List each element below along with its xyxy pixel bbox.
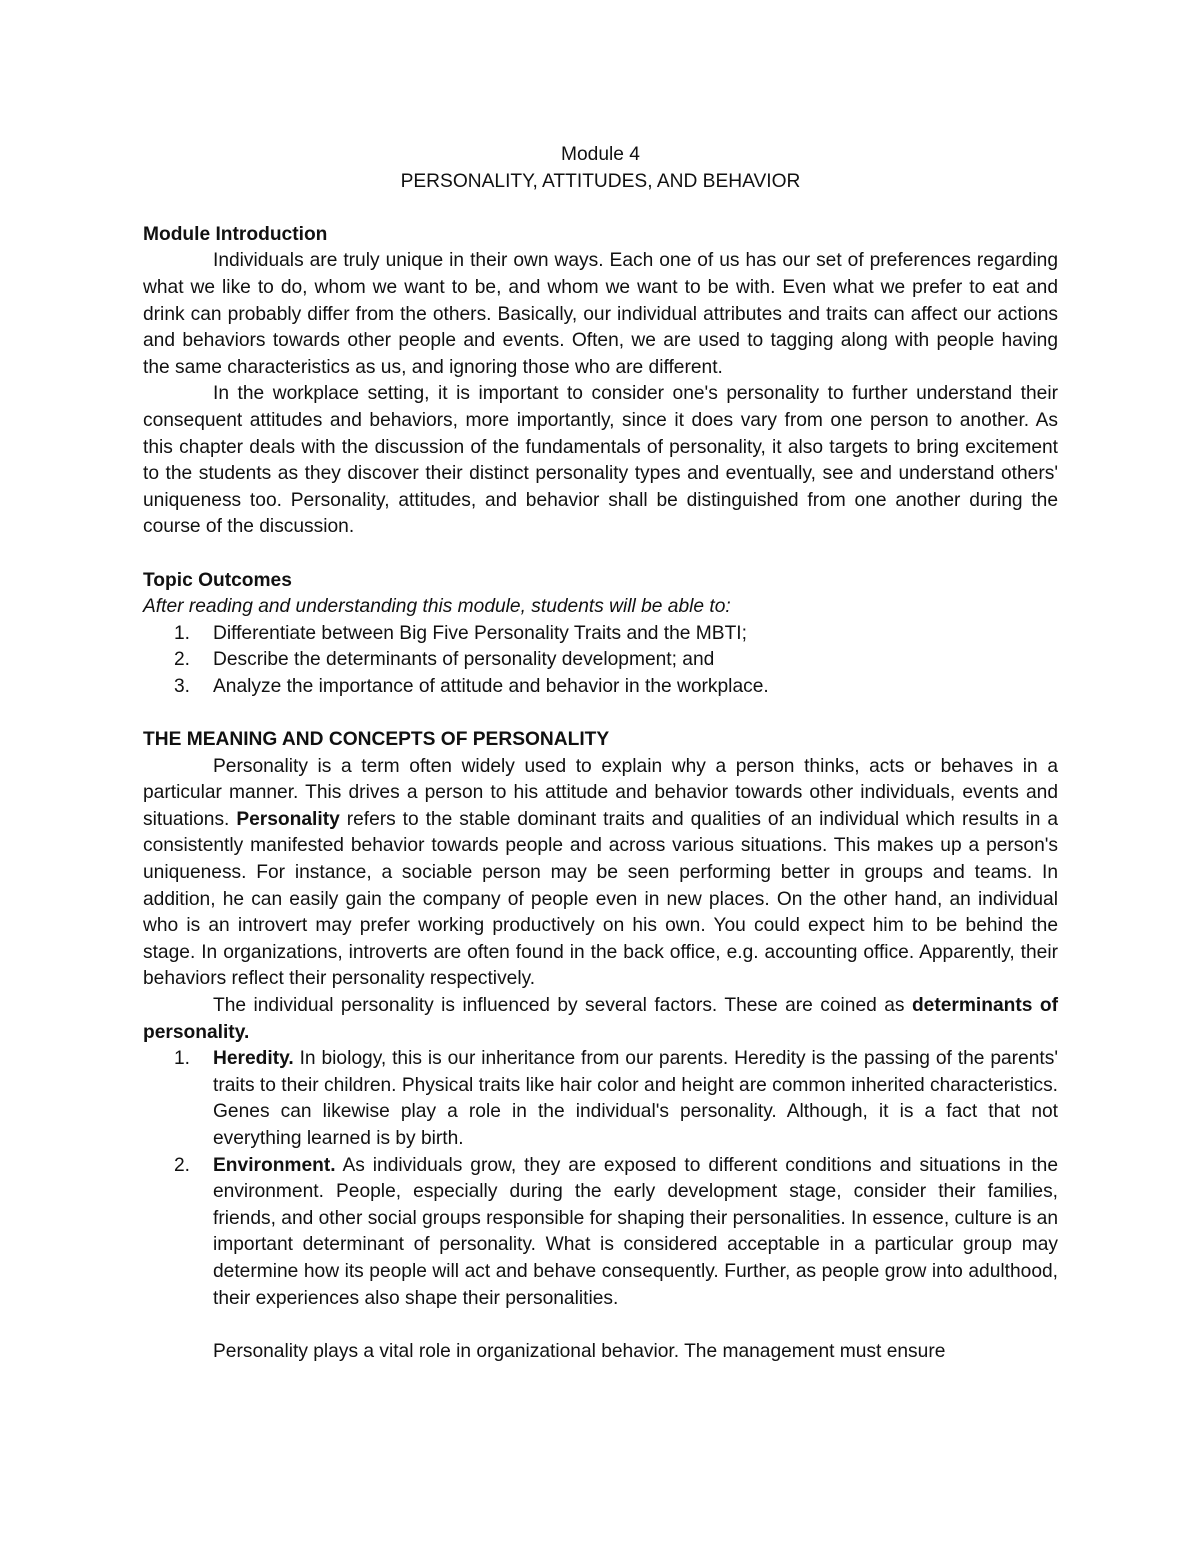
intro-paragraph-1: Individuals are truly unique in their own ways. Each one of us has our set of preferences regarding what we like to do, whom we want to be, and whom we want to be with. Even what we prefer to eat and drink can probably differ from the others. Basically, our individual attributes and traits can affect our actions and behaviors towards other people and events. Often, we are used to tagging along with people having the same characteristics as us, and ignoring those who are different.: [143, 250, 1058, 378]
list-text: Differentiate between Big Five Personality Traits and the MBTI;: [213, 622, 747, 644]
term-personality: Personality: [236, 808, 340, 830]
meaning-paragraph-1: [143, 754, 1058, 993]
spacer: [143, 541, 1058, 568]
list-number: 1.: [174, 622, 191, 644]
list-item: [143, 674, 1058, 701]
term-environment: Environment.: [213, 1154, 336, 1176]
list-number: 2.: [174, 649, 191, 671]
intro-heading: Module Introduction: [143, 223, 328, 245]
term-determinants: determinants of personality.: [143, 995, 1058, 1043]
spacer: [143, 1312, 1058, 1339]
determinants-list: [143, 1046, 1058, 1312]
term-heredity: Heredity.: [213, 1048, 294, 1070]
list-item: [143, 1046, 1058, 1152]
list-text: Analyze the importance of attitude and behavior in the workplace.: [213, 675, 769, 697]
list-text: In biology, this is our inheritance from our parents. Heredity is the passing of the parents' traits to their children. Physical traits like hair color and height are common inherited characteristics. Genes can likewise play a role in the individual's personality. Although, it is a fact that not everything learned is by birth.: [213, 1048, 1058, 1149]
paragraph-text: refers to the stable dominant traits and qualities of an individual which results in a consistently manifested behavior towards people and across various situations. This makes up a person's uniqueness. For instance, a sociable person may be seen performing better in groups and teams. In addition, he can easily gain the company of people even in new places. On the other hand, an individual who is an introvert may prefer working productively on his own. You could expect him to be behind the stage. In organizations, introverts are often found in the back office, e.g. accounting office. Apparently, their behaviors reflect their personality respectively.: [143, 808, 1058, 990]
closing-paragraph: Personality plays a vital role in organizational behavior. The management must ensure: [213, 1340, 946, 1362]
list-number: 1.: [174, 1048, 191, 1070]
module-title: PERSONALITY, ATTITUDES, AND BEHAVIOR: [400, 170, 801, 192]
meaning-heading: THE MEANING AND CONCEPTS OF PERSONALITY: [143, 729, 610, 751]
list-number: 3.: [174, 675, 191, 697]
module-label: Module 4: [561, 144, 640, 165]
spacer: [143, 195, 1058, 222]
spacer: [143, 700, 1058, 727]
outcomes-list: [143, 621, 1058, 701]
list-number: 2.: [174, 1154, 191, 1176]
list-text: Describe the determinants of personality development; and: [213, 649, 715, 671]
meaning-paragraph-2: [143, 993, 1058, 1046]
intro-paragraph-2: In the workplace setting, it is important to consider one's personality to further understand their consequent attitudes and behaviors, more importantly, since it does vary from one person to another. As this chapter deals with the discussion of the fundamentals of personality, it also targets to bring excitement to the students as they discover their distinct personality types and eventually, see and understand others' uniqueness too. Personality, attitudes, and behavior shall be distinguished from one another during the course of the discussion.: [143, 383, 1058, 538]
outcomes-lead: After reading and understanding this module, students will be able to:: [143, 596, 731, 618]
paragraph-text: Personality is a term often widely used to explain why a person thinks, acts or behaves in a particular manner. This drives a person to his attitude and behavior towards other individuals, events and situations.: [143, 755, 1058, 830]
list-item: [143, 647, 1058, 674]
list-item: [143, 1153, 1058, 1313]
paragraph-text: The individual personality is influenced by several factors. These are coined as: [213, 995, 912, 1016]
outcomes-heading: Topic Outcomes: [143, 569, 292, 591]
list-text: As individuals grow, they are exposed to different conditions and situations in the environment. People, especially during the early development stage, consider their families, friends, and other social groups responsible for shaping their personalities. In essence, culture is an important determinant of personality. What is considered acceptable in a particular group may determine how its people will act and behave consequently. Further, as people grow into adulthood, their experiences also shape their personalities.: [213, 1154, 1058, 1309]
list-item: [143, 621, 1058, 648]
